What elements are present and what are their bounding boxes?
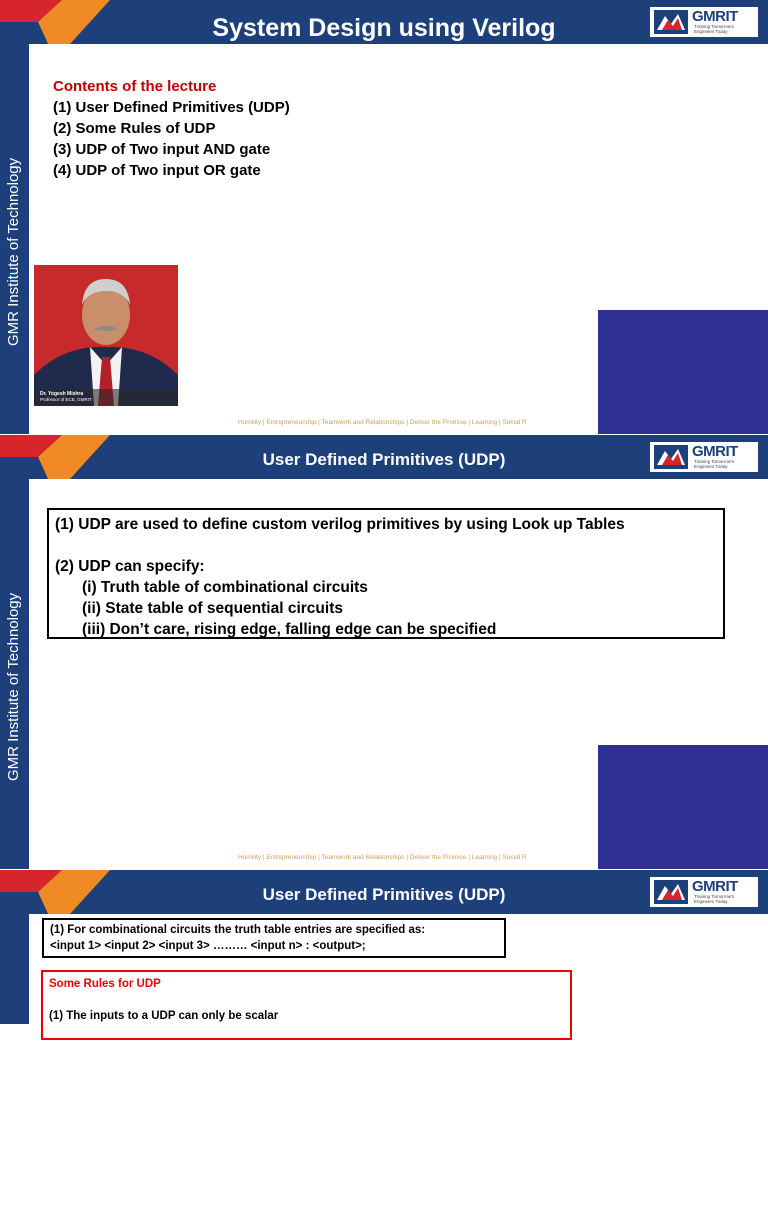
logo-tagline: Training Tomorrow's Engineers Today [694,459,735,469]
udp-definition-box [47,508,725,639]
slide-title: System Design using Verilog [212,14,556,42]
format-line-2: <input 1> <input 2> <input 3> ……… <input n> : <output>; [50,940,366,952]
slide-title: User Defined Primitives (UDP) [262,450,506,469]
values-footer: Humility | Entrepreneurship | Teamwork and Relationships | Deliver the Promise | Learning | Social R [238,854,527,861]
logo-name: GMRIT [692,443,738,460]
contents-item: (3) UDP of Two input AND gate [53,141,271,158]
udp-item: (ii) State table of sequential circuits [82,600,343,617]
format-line-1: (1) For combinational circuits the truth table entries are specified as: [50,924,426,936]
slide-title: User Defined Primitives (UDP) [262,885,506,904]
contents-item: (1) User Defined Primitives (UDP) [53,99,290,116]
slide-1 [0,0,768,434]
photo-caption-role: Professor of ECE, GMRIT [40,397,92,402]
logo-mark-icon [654,445,688,469]
slide-3 [0,870,768,1216]
gmrit-logo [650,7,758,37]
presenter-portrait-icon [34,265,178,406]
slide-2 [0,435,768,869]
logo-name: GMRIT [692,8,738,25]
udp-rules-box [41,970,572,1040]
truth-table-format-box [42,918,506,958]
sidebar-label: GMR Institute of Technology [5,592,22,781]
logo-name: GMRIT [692,878,738,895]
contents-item: (2) Some Rules of UDP [53,120,216,137]
udp-item: (i) Truth table of combinational circuits [82,579,368,596]
udp-line-1: (1) UDP are used to define custom verilog primitives by using Look up Tables [55,516,625,533]
sidebar-label: GMR Institute of Technology [5,157,22,346]
udp-line-2: (2) UDP can specify: [55,558,205,575]
sidebar [0,479,29,869]
corner-block [598,310,768,434]
gmrit-logo [650,877,758,907]
logo-tagline: Training Tomorrow's Engineers Today [694,24,735,34]
contents-list [53,76,290,181]
logo-mark-icon [654,880,688,904]
sidebar [0,914,29,1216]
udp-item: (iii) Don’t care, rising edge, falling edge can be specified [82,621,497,638]
slide-header [0,0,768,44]
presenter-photo [34,265,178,406]
values-footer: Humility | Entrepreneurship | Teamwork and Relationships | Deliver the Promise | Learning | Social R [238,419,527,426]
photo-caption-name: Dr. Yogesh Mishra [40,391,84,397]
contents-item: (4) UDP of Two input OR gate [53,162,261,179]
contents-heading: Contents of the lecture [53,78,217,95]
sidebar [0,44,29,434]
rules-heading: Some Rules for UDP [49,978,161,990]
logo-tagline: Training Tomorrow's Engineers Today [694,894,735,904]
sidebar-label: GMR Institute of Technology [5,1027,22,1216]
gmrit-logo [650,442,758,472]
slide-header [0,870,768,914]
logo-mark-icon [654,10,688,34]
slide-header [0,435,768,479]
corner-block [598,745,768,869]
rule-item: (1) The inputs to a UDP can only be scalar [49,1010,279,1022]
